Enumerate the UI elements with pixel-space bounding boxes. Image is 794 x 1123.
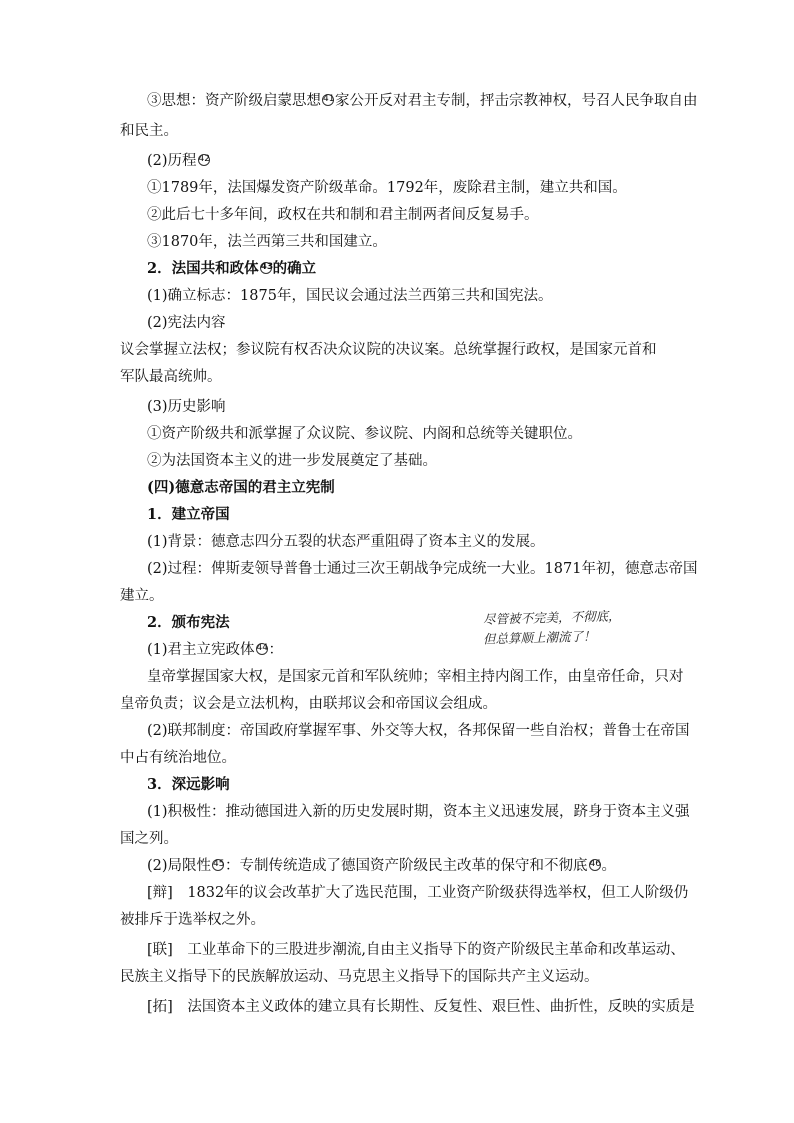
text-line-24: (2)联邦制度：帝国政府掌握军事、外交等大权，各邦保留一些自治权；普鲁士在帝国	[147, 723, 690, 739]
subsection-heading-1: 1．建立帝国	[147, 506, 230, 523]
footnote-mark-6: 46	[589, 859, 601, 869]
footnote-mark-1: 41	[323, 94, 335, 104]
text-line-9: (2)宪法内容	[147, 315, 226, 331]
footnote-mark-4: 44	[256, 643, 268, 653]
section-heading-2	[147, 259, 316, 279]
text-line-25: 中占有统治地位。	[120, 750, 236, 766]
text-line-4: ①1789年，法国爆发资产阶级革命。1792年，废除君主制，建立共和国。	[147, 180, 627, 196]
text-line-3	[147, 151, 211, 171]
text-line-1	[147, 91, 698, 111]
text-line-21	[147, 640, 283, 660]
text-line-11: 军队最高统帅。	[120, 369, 222, 385]
text-line-19: 建立。	[120, 588, 164, 604]
text-line-27: (1)积极性：推动德国进入新的历史发展时期，资本主义迅速发展，跻身于资本主义强	[147, 804, 690, 820]
note-lian-line-2: 民族主义指导下的民族解放运动、马克思主义指导下的国际共产主义运动。	[120, 969, 599, 985]
line-21-b: ：	[268, 642, 284, 658]
text-line-17: (1)背景：德意志四分五裂的状态严重阻碍了资本主义的发展。	[147, 534, 545, 550]
text-line-14: ②为法国资本主义的进一步发展奠定了基础。	[147, 453, 437, 469]
text-line-2: 和民主。	[120, 123, 178, 139]
text-line-18: (2)过程：俾斯麦领导普鲁士通过三次王朝战争完成统一大业。1871年初，德意志帝国	[147, 561, 698, 577]
note-lian-line-1: [联] 工业革命下的三股进步潮流,自由主义指导下的资产阶级民主革命和改革运动、	[147, 942, 685, 958]
heading-2-a: 2．法国共和政体	[147, 260, 259, 277]
line-29-b: ：专制传统造成了德国资产阶级民主改革的保守和不彻底	[225, 858, 588, 874]
footnote-mark-2: 42	[198, 154, 210, 164]
text-line-29	[147, 856, 616, 876]
heading-2-b: 的确立	[272, 260, 317, 277]
section-heading-4: (四)德意志帝国的君主立宪制	[147, 479, 335, 496]
handwritten-note-line-2: 但总算顺上潮流了！	[482, 628, 596, 647]
line-1-a: ③思想：资产阶级启蒙思想	[147, 93, 321, 109]
subsection-heading-3: 3．深远影响	[147, 776, 230, 793]
note-tuo-line-1: [拓] 法国资本主义政体的建立具有长期性、反复性、艰巨性、曲折性，反映的实质是	[147, 999, 695, 1015]
text-line-6: ③1870年，法兰西第三共和国建立。	[147, 234, 387, 250]
text-line-5: ②此后七十多年间，政权在共和制和君主制两者间反复易手。	[147, 207, 539, 223]
text-line-13: ①资产阶级共和派掌握了众议院、参议院、内阁和总统等关键职位。	[147, 426, 582, 442]
footnote-mark-3: 43	[260, 262, 274, 272]
subsection-heading-2: 2．颁布宪法	[147, 614, 230, 631]
text-line-10: 议会掌握立法权；参议院有权否决众议院的决议案。总统掌握行政权，是国家元首和	[120, 342, 657, 358]
note-bian-line-1: [辩] 1832年的议会改革扩大了选民范围，工业资产阶级获得选举权，但工人阶级仍	[147, 885, 689, 901]
line-21-a: (1)君主立宪政体	[147, 642, 255, 658]
text-line-28: 国之列。	[120, 831, 178, 847]
text-line-8: (1)确立标志：1875年，国民议会通过法兰西第三共和国宪法。	[147, 288, 553, 304]
line-1-b: 家公开反对君主专制，抨击宗教神权，号召人民争取自由	[335, 93, 698, 109]
line-29-a: (2)局限性	[147, 858, 212, 874]
text-line-12: (3)历史影响	[147, 399, 226, 415]
line-3-text: (2)历程	[147, 153, 197, 169]
note-bian-line-2: 被排斥于选举权之外。	[120, 912, 265, 928]
text-line-23: 皇帝负责；议会是立法机构，由联邦议会和帝国议会组成。	[120, 696, 497, 712]
handwritten-note-line-1: 尽管被不完美，不彻底，	[482, 608, 621, 627]
footnote-mark-5: 45	[213, 859, 225, 869]
text-line-22: 皇帝掌握国家大权，是国家元首和军队统帅；宰相主持内阁工作，由皇帝任命，只对	[147, 669, 684, 685]
line-29-c: 。	[601, 858, 617, 874]
